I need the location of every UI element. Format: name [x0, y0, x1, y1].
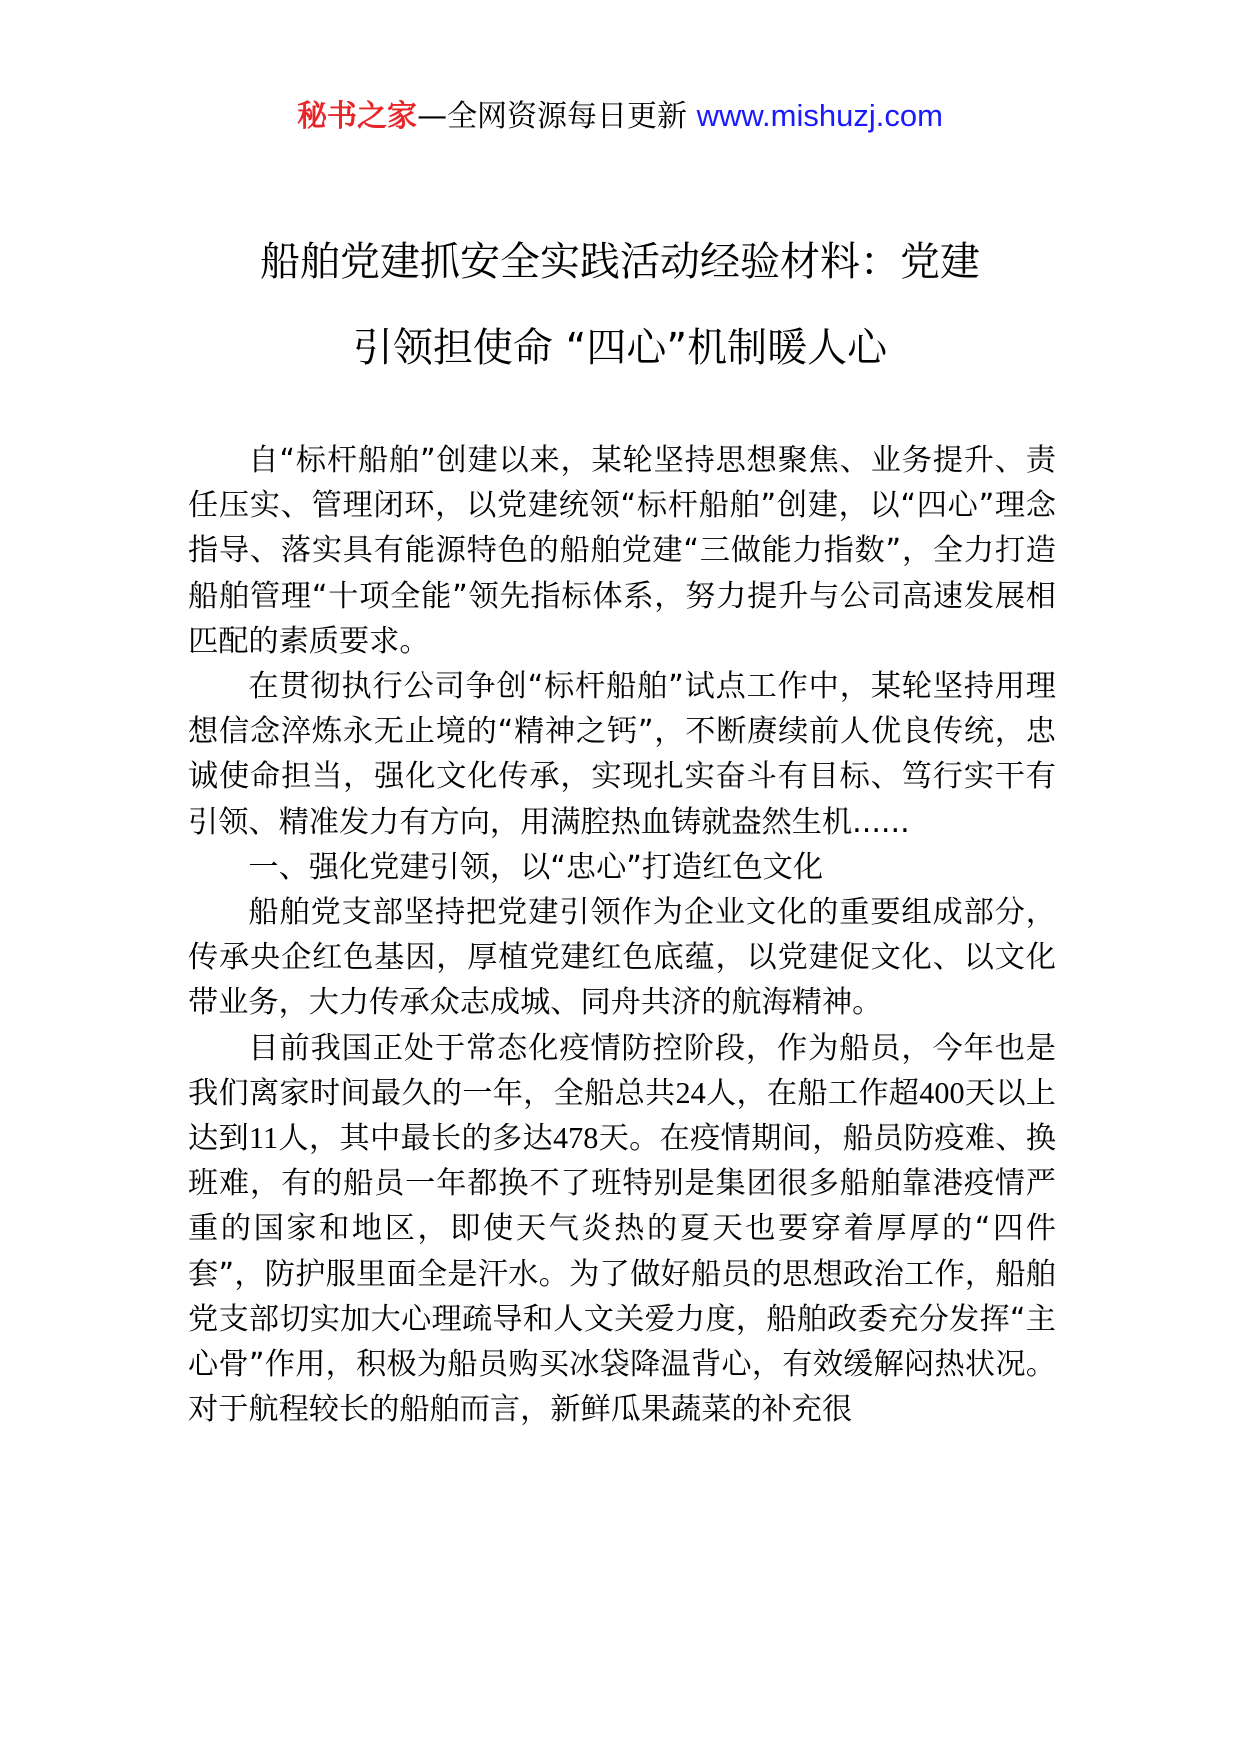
- site-banner: [0, 96, 1240, 137]
- paragraph-pilot-work: 在贯彻执行公司争创“标杆船舶”试点工作中，某轮坚持用理想信念淬炼永无止境的“精神之钙”，不断赓续前人优良传统，忠诚使命担当，强化文化传承，实现扎实奋斗有目标、笃行实干有引领、精准发力有方向，用满腔热血铸就盎然生机......: [188, 669, 1056, 840]
- paragraph-intro: 自“标杆船舶”创建以来，某轮坚持思想聚焦、业务提升、责任压实、管理闭环，以党建统领“标杆船舶”创建，以“四心”理念指导、落实具有能源特色的船舶党建“三做能力指数”，全力打造船舶管理“十项全能”领先指标体系，努力提升与公司高速发展相匹配的素质要求。: [188, 443, 1056, 659]
- document-title-line-1: 船舶党建抓安全实践活动经验材料：党建: [260, 239, 980, 285]
- paragraph-party-branch: 船舶党支部坚持把党建引领作为企业文化的重要组成部分，传承央企红色基因，厚植党建红色底蕴，以党建促文化、以文化带业务，大力传承众志成城、同舟共济的航海精神。: [188, 895, 1056, 1021]
- days-threshold: 400: [919, 1075, 965, 1110]
- document-body: [188, 438, 1056, 1432]
- banner-tagline: —全网资源每日更新: [417, 99, 688, 134]
- text-segment: 目前我国正处于常态化疫情防控阶段，作为船员，今年也是我们离家时间最久的一年，全船总共: [188, 1030, 1056, 1111]
- text-segment: 天以上达到: [188, 1075, 1056, 1157]
- long-stay-count: 11: [249, 1121, 279, 1156]
- crew-count: 24: [675, 1075, 706, 1110]
- text-segment: 天。在疫情期间，船员防疫难、换班难，有的船员一年都换不了班特别是集团很多船舶靠港疫情严重的国家和地区，即使天气炎热的夏天也要穿着厚厚的“四件套”，防护服里面全是汗水。为了做好船员的思想政治工作，船舶党支部切实加大心理疏导和人文关爱力度，船舶政委充分发挥“主心骨”作用，积极为船员购买冰袋降温背心，有效缓解闷热状况。对于航程较长的船舶而言，新鲜瓜果蔬菜的补充很: [188, 1121, 1056, 1428]
- document-title-line-2: 引领担使命 “四心”机制暖人心: [352, 325, 888, 371]
- site-url[interactable]: www.mishuzj.com: [696, 98, 943, 133]
- brand-name: 秘书之家: [297, 99, 418, 134]
- paragraph-epidemic: [188, 1026, 1056, 1433]
- text-segment: 人，其中最长的多达: [278, 1121, 554, 1157]
- text-segment: 人，在船工作超: [705, 1075, 920, 1111]
- section-heading-1: 一、强化党建引领，以“忠心”打造红色文化: [248, 849, 824, 885]
- max-days: 478: [553, 1121, 599, 1156]
